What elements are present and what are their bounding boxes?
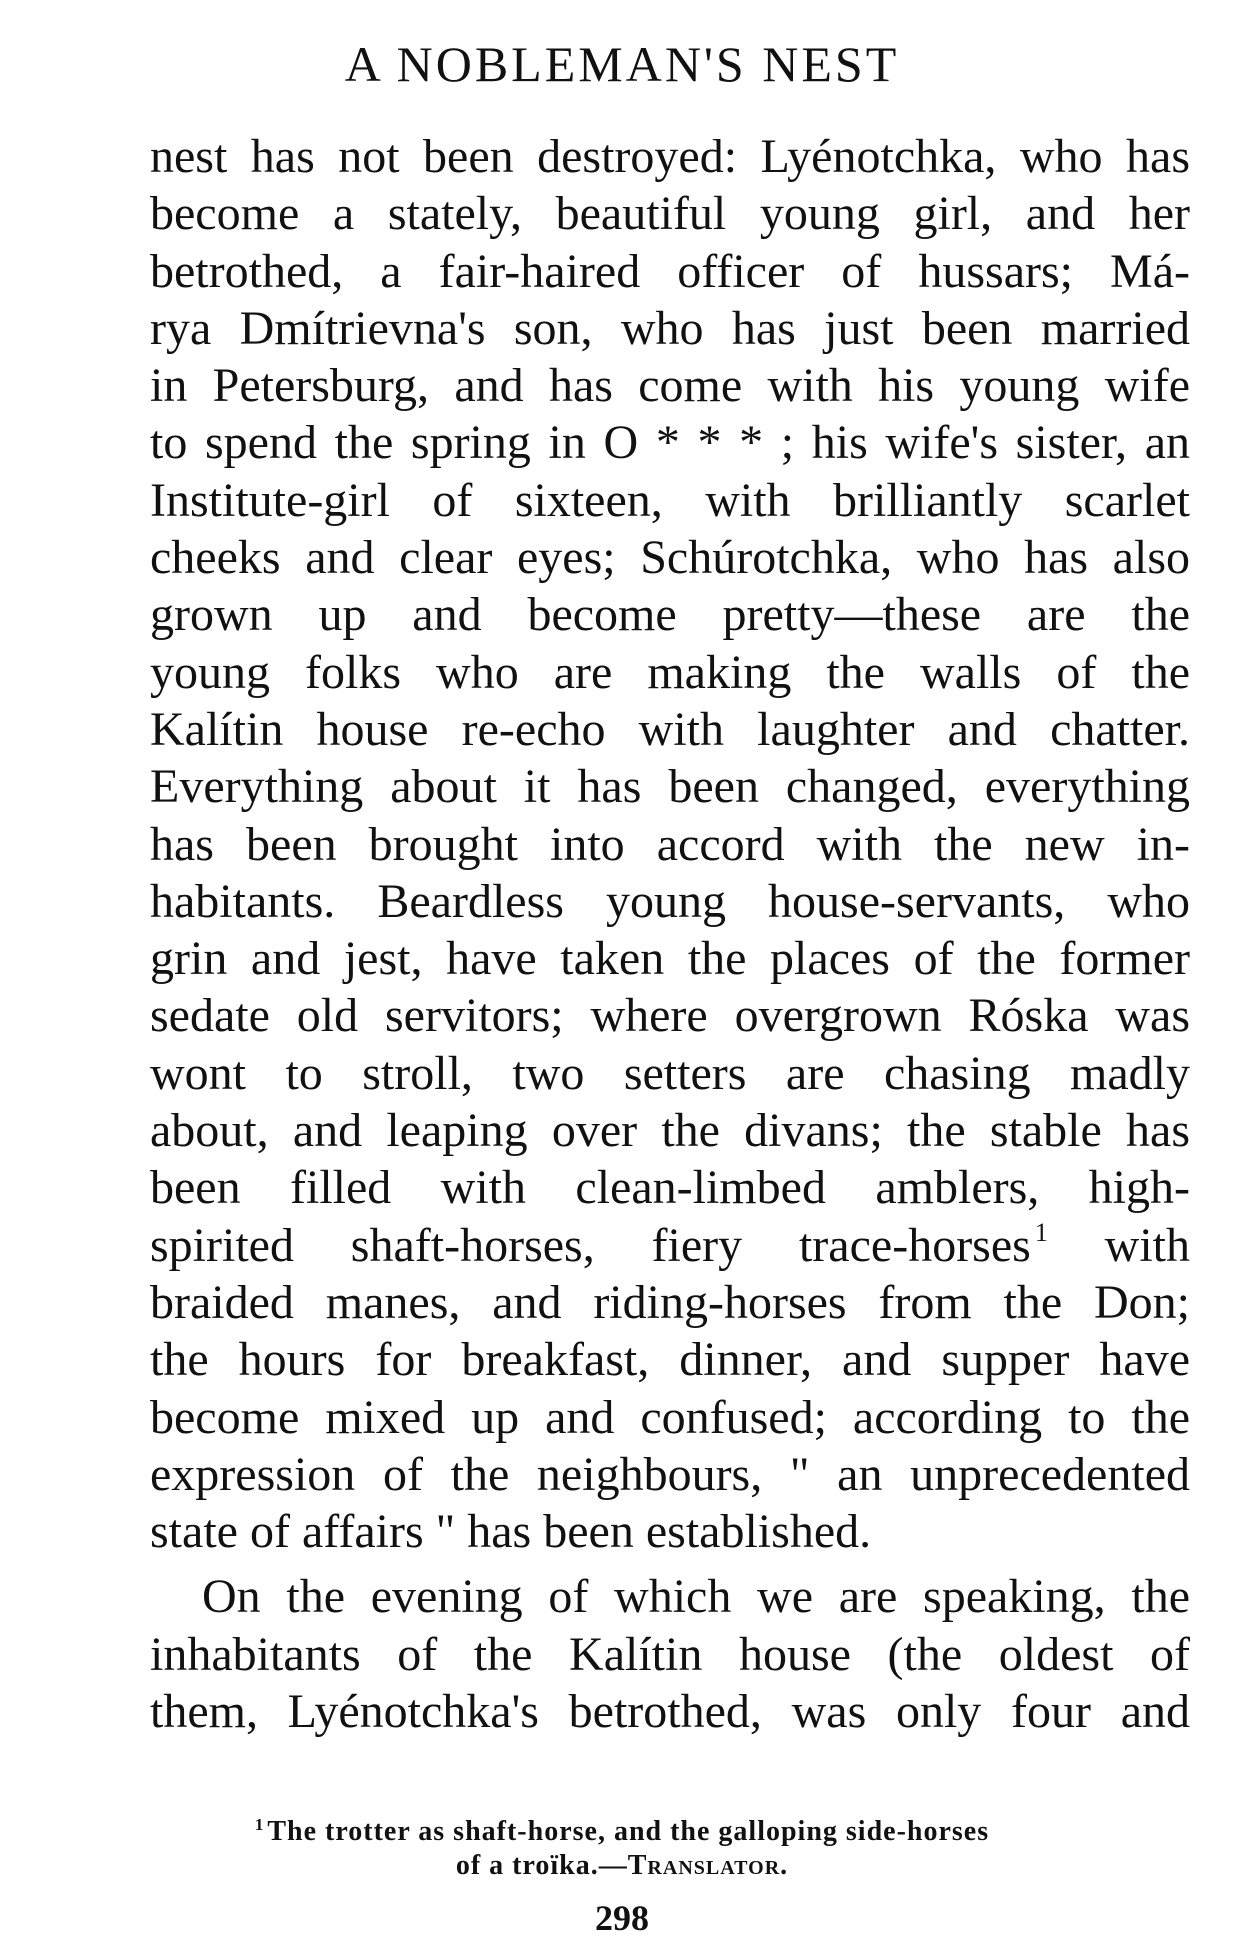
footnote-text: The trotter as shaft-horse, and the galloping side-horses (267, 1816, 990, 1847)
text-line: Everything about it has been changed, everything (150, 760, 1190, 814)
text-line-with-footnote (150, 1217, 1190, 1274)
text-line: Institute-girl of sixteen, with brilliantly scarlet (150, 473, 1190, 527)
text-line: cheeks and clear eyes; Schúrotchka, who has also (150, 531, 1190, 585)
text-line: them, Lyénotchka's betrothed, was only four and (150, 1685, 1190, 1739)
footnote-reference: 1 (1034, 1217, 1048, 1247)
text-line: habitants. Beardless young house-servants, who (150, 874, 1190, 928)
text-line: about, and leaping over the divans; the stable has (150, 1104, 1190, 1158)
text-line: young folks who are making the walls of the (150, 645, 1190, 699)
running-title: A NOBLEMAN'S NEST (344, 36, 900, 92)
text-line: has been brought into accord with the new in- (150, 817, 1190, 871)
text-line: Kalítin house re-echo with laughter and chatter. (150, 702, 1190, 756)
text-line: expression of the neighbours, " an unprecedented (150, 1447, 1190, 1501)
text-line: inhabitants of the Kalítin house (the oldest of (150, 1627, 1190, 1681)
text-line: nest has not been destroyed: Lyénotchka, who has (150, 130, 1190, 183)
footnote-attribution: Translator. (627, 1850, 789, 1881)
body-text (150, 128, 1190, 1740)
footnote-line (0, 1808, 1244, 1849)
footnote-line (0, 1849, 1244, 1883)
text-fragment: with (1104, 1218, 1191, 1272)
text-line: sedate old servitors; where overgrown Róska was (150, 989, 1190, 1043)
text-line: to spend the spring in O * * * ; his wife's sister, an (150, 416, 1190, 470)
text-line: wont to stroll, two setters are chasing madly (150, 1046, 1190, 1100)
footnote (0, 1808, 1244, 1883)
text-line: braided manes, and riding-horses from the Don; (150, 1275, 1190, 1329)
text-line: rya Dmítrievna's son, who has just been married (150, 301, 1190, 355)
text-line: betrothed, a fair-haired officer of hussars; Má- (150, 244, 1190, 298)
text-line: been filled with clean-limbed amblers, high- (150, 1161, 1190, 1215)
text-line: grin and jest, have taken the places of the former (150, 932, 1190, 986)
text-line: become mixed up and confused; according to the (150, 1390, 1190, 1444)
footnote-number: 1 (254, 1815, 265, 1834)
paragraph-break (150, 1560, 1190, 1568)
page-number: 298 (595, 1898, 649, 1938)
text-line: become a stately, beautiful young girl, and her (150, 187, 1190, 241)
text-line: state of affairs " has been established. (150, 1505, 872, 1559)
footnote-text: of a troïka.— (455, 1850, 628, 1881)
text-line: On the evening of which we are speaking, the (202, 1570, 1190, 1624)
text-fragment: spirited shaft-horses, fiery trace-horses (150, 1218, 1031, 1272)
text-line: the hours for breakfast, dinner, and supper have (150, 1333, 1190, 1387)
text-line: grown up and become pretty—these are the (150, 588, 1190, 642)
text-line: in Petersburg, and has come with his young wife (150, 359, 1190, 413)
